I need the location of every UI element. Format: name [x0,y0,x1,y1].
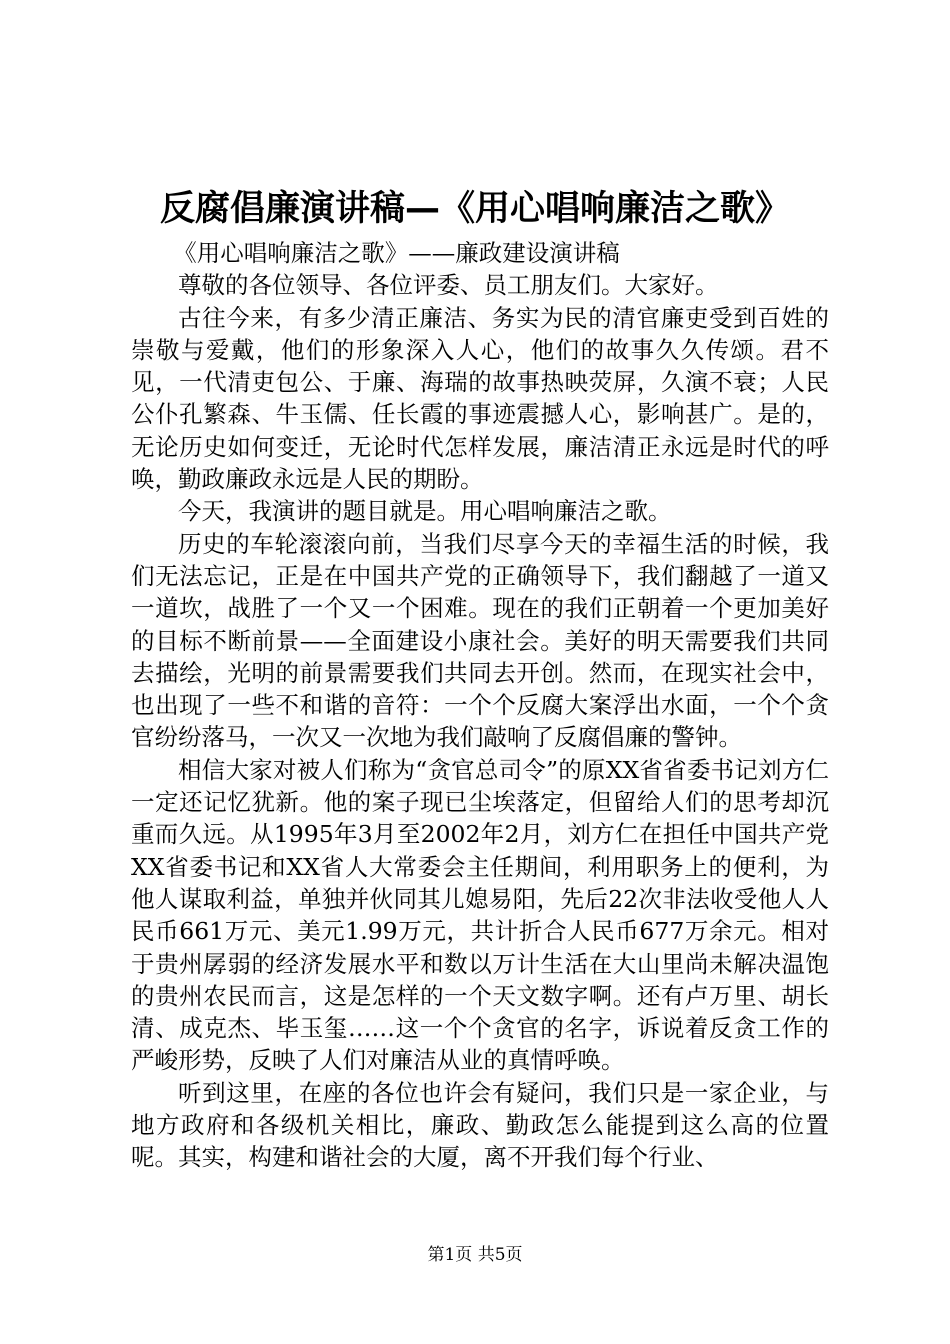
paragraph: 相信大家对被人们称为“贪官总司令”的原XX省省委书记刘方仁一定还记忆犹新。他的案子现已尘埃落定，但留给人们的思考却沉重而久远。从1995年3月至2002年2月，刘方仁在担任中国共产党XX省委书记和XX省人大常委会主任期间，利用职务上的便利，为他人谋取利益，单独并伙同其儿媳易阳，先后22次非法收受他人人民币661万元、美元1.99万元，共计折合人民币677万余元。相对于贵州孱弱的经济发展水平和数以万计生活在大山里尚未解决温饱的贵州农民而言，这是怎样的一个天文数字啊。还有卢万里、胡长清、成克杰、毕玉玺……这一个个贪官的名字，诉说着反贪工作的严峻形势，反映了人们对廉洁从业的真情呼唤。 [131,755,829,1075]
page-number: 第1页 共5页 [427,1245,523,1265]
paragraph-greeting: 尊敬的各位领导、各位评委、员工朋友们。大家好。 [178,271,719,300]
paragraph: 历史的车轮滚滚向前，当我们尽享今天的幸福生活的时候，我们无法忘记，正是在中国共产党的正确领导下，我们翻越了一道又一道坎，战胜了一个又一个困难。现在的我们正朝着一个更加美好的目标不断前景——全面建设小康社会。美好的明天需要我们共同去描绘，光明的前景需要我们共同去开创。然而，在现实社会中，也出现了一些不和谐的音符：一个个反腐大案浮出水面，一个个贪官纷纷落马，一次又一次地为我们敲响了反腐倡廉的警钟。 [131,529,829,752]
document-title: 反腐倡廉演讲稿—《用心唱响廉洁之歌》 [159,189,790,229]
document-body [131,237,829,1174]
paragraph-topic: 今天，我演讲的题目就是。用心唱响廉洁之歌。 [178,497,672,526]
paragraph: 听到这里，在座的各位也许会有疑问，我们只是一家企业，与地方政府和各级机关相比，廉政、勤政怎么能提到这么高的位置呢。其实，构建和谐社会的大厦，离不开我们每个行业、 [131,1078,829,1172]
document-subtitle: 《用心唱响廉洁之歌》——廉政建设演讲稿 [173,239,620,267]
paragraph: 古往今来，有多少清正廉洁、务实为民的清官廉吏受到百姓的崇敬与爱戴，他们的形象深入人心，他们的故事久久传颂。君不见，一代清吏包公、于廉、海瑞的故事热映荧屏，久演不衰；人民公仆孔繁森、牛玉儒、任长霞的事迹震撼人心，影响甚广。是的，无论历史如何变迁，无论时代怎样发展，廉洁清正永远是时代的呼唤，勤政廉政永远是人民的期盼。 [131,303,829,494]
